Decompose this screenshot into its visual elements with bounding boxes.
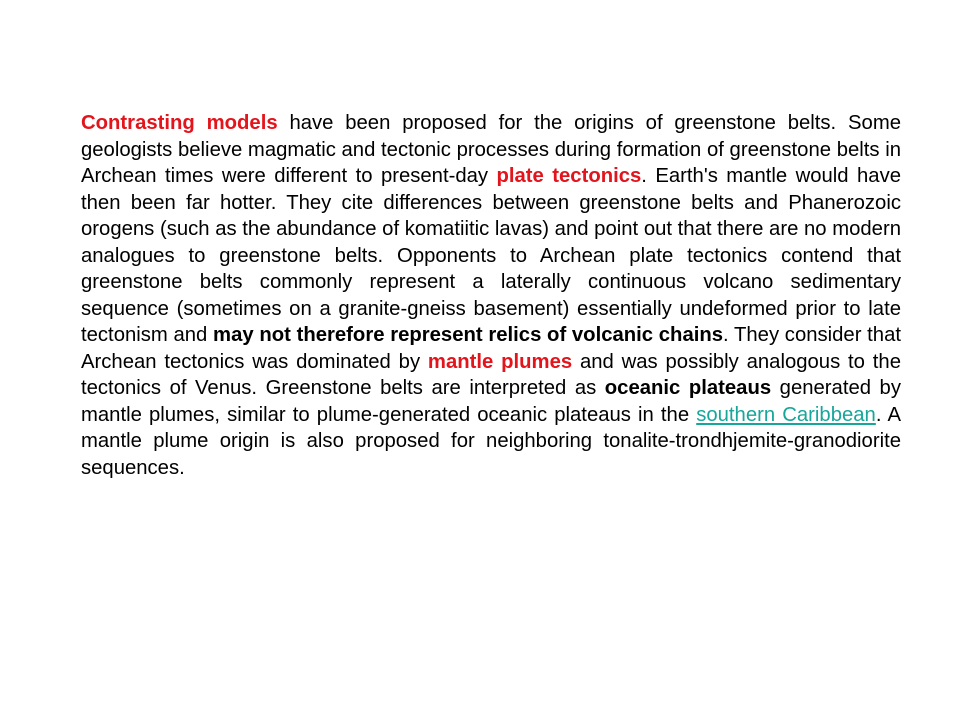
text-segment: have been proposed for the origins of greenstone belts. Some geologists believe magmatic and tectonic processes during formation of greenstone belts in Archean times were different to present-day	[81, 112, 901, 187]
bold-oceanic-plateaus: oceanic plateaus	[604, 377, 772, 399]
greenstone-paragraph	[81, 110, 901, 481]
highlight-mantle-plumes: mantle plumes	[427, 350, 573, 373]
text-segment: . Earth's mantle would have then been far hotter. They cite differences between greenstone belts and Phanerozoic orogens (such as the abundance of komatiitic lavas) and point out that there are no modern analogues to greenstone belts. Opponents to Archean plate tectonics contend that greenstone belts commonly represent a laterally continuous volcano sedimentary sequence (sometimes on a granite-gneiss basement) essentially undeformed prior to late tectonism and	[81, 165, 901, 346]
text-segment: generated by mantle plumes, similar to plume-generated oceanic plateaus in the	[81, 377, 901, 426]
bold-relics-statement: may not therefore represent relics of volcanic chains	[213, 324, 724, 346]
highlight-contrasting-models: Contrasting models	[81, 112, 278, 134]
text-segment: . They consider that Archean tectonics was dominated by	[81, 324, 901, 373]
text-segment: and was possibly analogous to the tectonics of Venus. Greenstone belts are interpreted as	[81, 350, 901, 399]
southern-caribbean-link[interactable]: southern Caribbean	[696, 403, 876, 426]
highlight-plate-tectonics: plate tectonics	[496, 165, 642, 187]
text-segment: . A mantle plume origin is also proposed for neighboring tonalite-trondhjemite-granodiorite sequences.	[81, 403, 901, 479]
